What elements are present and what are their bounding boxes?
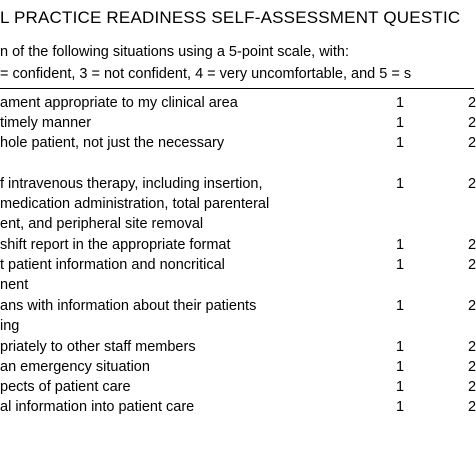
item-1-rating-1: 1	[396, 95, 405, 111]
item-10-line-1: pects of patient care	[0, 379, 131, 395]
item-2-rating-2: 2	[468, 115, 476, 131]
item-9-rating-2: 2	[468, 359, 476, 375]
item-2-line-1: timely manner	[0, 115, 92, 131]
instructions-line-2: = confident, 3 = not confident, 4 = very uncomfortable, and 5 = s	[0, 66, 412, 82]
instructions-line-1: n of the following situations using a 5-point scale, with:	[0, 44, 350, 60]
item-11-rating-2: 2	[468, 399, 476, 415]
item-10-rating-1: 1	[396, 379, 405, 395]
item-3-line-1: hole patient, not just the necessary	[0, 135, 225, 151]
item-1-line-1: ament appropriate to my clinical area	[0, 95, 238, 111]
item-5-rating-1: 1	[396, 237, 405, 253]
item-5-rating-2: 2	[468, 237, 476, 253]
item-8-rating-1: 1	[396, 339, 405, 355]
item-4-line-2: medication administration, total parenteral	[0, 196, 270, 212]
item-3-rating-2: 2	[468, 135, 476, 151]
item-9-rating-1: 1	[396, 359, 405, 375]
item-8-rating-2: 2	[468, 339, 476, 355]
item-4-line-1: f intravenous therapy, including insertion,	[0, 176, 263, 192]
item-6-rating-2: 2	[468, 257, 476, 273]
item-4-rating-2: 2	[468, 176, 476, 192]
item-9-line-1: an emergency situation	[0, 359, 150, 375]
item-8-line-1: priately to other staff members	[0, 339, 196, 355]
item-6-rating-1: 1	[396, 257, 405, 273]
item-1-rating-2: 2	[468, 95, 476, 111]
item-5-line-1: shift report in the appropriate format	[0, 237, 231, 253]
item-11-rating-1: 1	[396, 399, 405, 415]
item-6-line-1: t patient information and noncritical	[0, 257, 225, 273]
item-6-line-2: nent	[0, 277, 29, 293]
item-10-rating-2: 2	[468, 379, 476, 395]
item-7-line-2: ing	[0, 318, 20, 334]
item-7-rating-1: 1	[396, 298, 405, 314]
item-3-rating-1: 1	[396, 135, 405, 151]
questionnaire-title: L PRACTICE READINESS SELF-ASSESSMENT QUESTIC	[0, 8, 461, 27]
header-divider	[0, 88, 474, 89]
item-4-line-3: ent, and peripheral site removal	[0, 216, 204, 232]
item-7-rating-2: 2	[468, 298, 476, 314]
item-2-rating-1: 1	[396, 115, 405, 131]
item-7-line-1: ans with information about their patients	[0, 298, 257, 314]
item-11-line-1: al information into patient care	[0, 399, 195, 415]
item-4-rating-1: 1	[396, 176, 405, 192]
